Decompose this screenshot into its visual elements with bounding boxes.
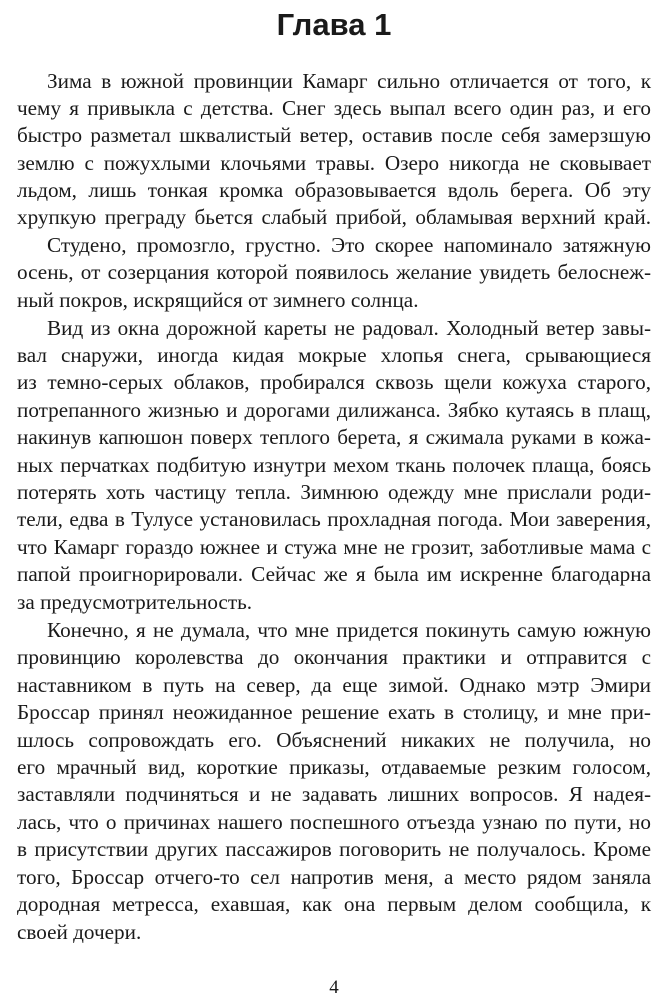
page-number: 4 [329,977,339,998]
text-line: того, Броссар отчего-то сел напротив меня, а место рядом заняла [17,865,651,889]
text-line: провинцию королевства до окончания практики и отправится с [17,645,651,669]
text-line: за предусмотрительность. [17,590,253,614]
text-line: наставником в путь на север, да еще зимой. Однако мэтр Эмири [17,673,651,697]
text-line: из темно-серых облаков, пробирался сквозь щели кожуха старого, [17,370,651,394]
chapter-title: Глава 1 [276,7,392,42]
text-line: дородная метресса, ехавшая, как она первым делом сообщила, к [17,892,651,916]
text-line: накинув капюшон поверх теплого берета, я сжимала руками в кожа- [17,425,651,449]
text-line: вал снаружи, иногда кидая мокрые хлопья снега, срывающиеся [17,343,651,367]
text-line: осень, от созерцания которой появилось желание увидеть белоснеж- [17,260,651,284]
text-line: потерять хоть частицу тепла. Зимнюю одежду мне прислали роди- [17,480,651,504]
text-line: Студено, промозгло, грустно. Это скорее напоминало затяжную [47,233,651,257]
text-line: шлось сопровождать его. Объяснений никаких не получила, но [17,728,651,752]
text-line: потрепанного жизнью и дорогами дилижанса. Зябко кутаясь в плащ, [17,398,651,422]
text-line: быстро разметал шквалистый ветер, оставив после себя замерзшую [17,123,651,147]
text-line: что Камарг гораздо южнее и стужа мне не грозит, заботливые мама с [17,535,651,559]
text-line: в присутствии других пассажиров поговорить не получалось. Кроме [17,837,651,861]
text-line: ных перчатках подбитую изнутри мехом ткань полочек плаща, боясь [17,453,651,477]
text-line: лась, что о причинах нашего поспешного отъезда узнаю по пути, но [17,810,651,834]
text-line: Конечно, я не думала, что мне придется покинуть самую южную [47,618,651,642]
text-line: заставляли подчиняться и не задавать лишних вопросов. Я надея- [17,782,651,806]
text-line: чему я привыкла с детства. Снег здесь выпал всего один раз, и его [17,96,651,120]
text-line: ный покров, искрящийся от зимнего солнца. [17,288,419,312]
text-line: своей дочери. [17,920,142,944]
text-line: его мрачный вид, короткие приказы, отдаваемые резким голосом, [17,755,651,779]
text-line: Зима в южной провинции Камарг сильно отличается от того, к [47,69,651,93]
text-line: землю с пожухлыми клочьями травы. Озеро никогда не сковывает [17,151,651,175]
text-line: папой проигнорировали. Сейчас же я была им искренне благодарна [17,562,651,586]
text-line: тели, едва в Тулусе установилась прохладная погода. Мои заверения, [17,507,651,531]
text-line: хрупкую преграду бьется слабый прибой, обламывая верхний край. [17,205,651,229]
text-line: Вид из окна дорожной кареты не радовал. Холодный ветер завы- [47,316,651,340]
text-line: льдом, лишь тонкая кромка образовывается вдоль берега. Об эту [17,178,651,202]
text-line: Броссар принял неожиданное решение ехать в столицу, и мне при- [17,700,651,724]
